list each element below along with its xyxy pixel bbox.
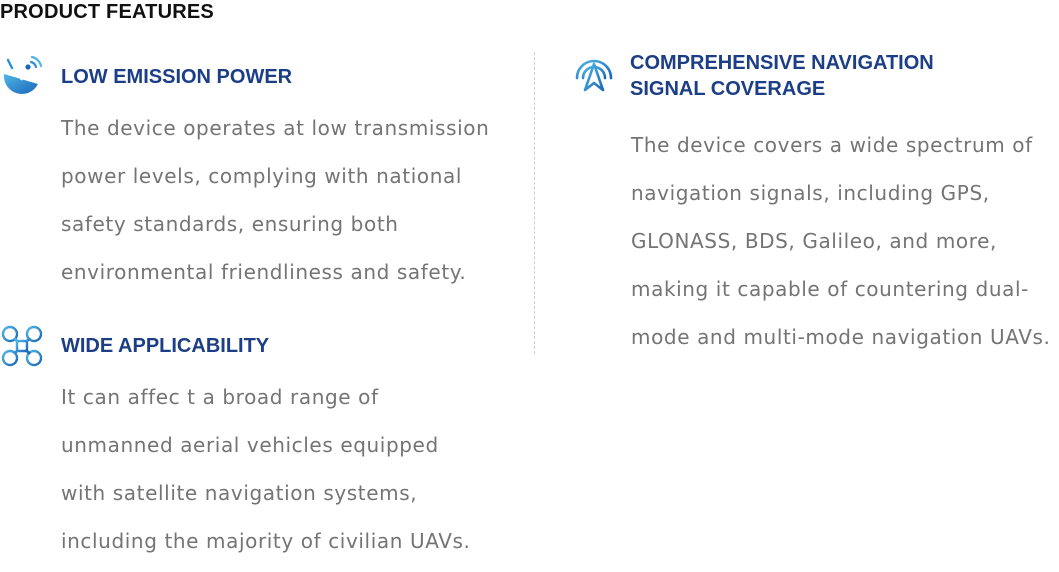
feature-desc-wide-applicability	[61, 373, 470, 565]
desc-line: power levels, complying with national	[61, 164, 462, 188]
desc-line: It can affec t a broad range of	[61, 385, 379, 409]
desc-line: The device operates at low transmission	[61, 116, 490, 140]
feature-desc-navigation-coverage	[631, 121, 1051, 361]
desc-line: GLONASS, BDS, Galileo, and more,	[631, 229, 997, 253]
title-line: COMPREHENSIVE NAVIGATION	[630, 52, 934, 74]
feature-title-navigation-coverage	[630, 50, 934, 102]
desc-line: making it capable of countering dual-	[631, 277, 1029, 301]
satellite-dish-icon	[0, 54, 44, 98]
feature-title-wide-applicability: WIDE APPLICABILITY	[61, 335, 270, 357]
desc-line: safety standards, ensuring both	[61, 212, 399, 236]
navigation-signal-icon	[572, 52, 616, 96]
desc-line: unmanned aerial vehicles equipped	[61, 433, 439, 457]
title-line: SIGNAL COVERAGE	[630, 78, 826, 100]
desc-line: mode and multi-mode navigation UAVs.	[631, 325, 1051, 349]
feature-desc-low-emission	[61, 104, 489, 296]
feature-title-low-emission: LOW EMISSION POWER	[61, 66, 293, 88]
desc-line: with satellite navigation systems,	[61, 481, 418, 505]
drone-icon	[0, 324, 44, 368]
section-title: PRODUCT FEATURES	[0, 1, 214, 23]
column-divider	[534, 52, 535, 354]
desc-line: including the majority of civilian UAVs.	[61, 529, 471, 553]
desc-line: environmental friendliness and safety.	[61, 260, 467, 284]
desc-line: navigation signals, including GPS,	[631, 181, 990, 205]
desc-line: The device covers a wide spectrum of	[631, 133, 1033, 157]
